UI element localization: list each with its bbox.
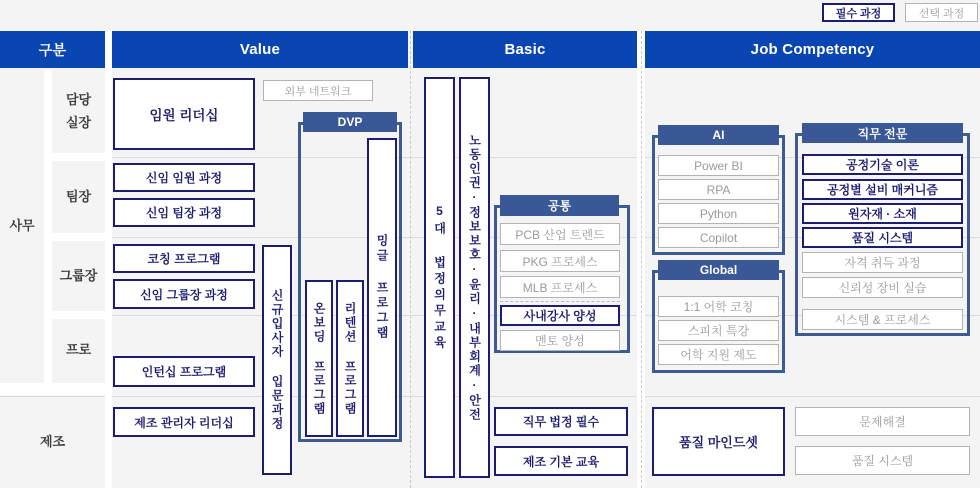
course-reliability-equipment: 신뢰성 장비 실습: [802, 277, 963, 298]
row-group-office: 사무: [9, 218, 35, 234]
course-mentor-training: 멘토 양성: [500, 330, 620, 351]
level-group-leader: 그룹장: [59, 267, 98, 283]
course-manufacturing-basic: 제조 기본 교육: [494, 446, 628, 476]
course-python: Python: [658, 203, 779, 224]
course-process-tech-theory: 공정기술 이론: [802, 154, 963, 175]
course-raw-materials: 원자재 · 소재: [802, 203, 963, 224]
course-problem-solving: 문제해결: [795, 407, 970, 436]
header-value: Value: [112, 31, 408, 68]
course-certification: 자격 취득 과정: [802, 252, 963, 273]
level-damdang-siljang: 담당 실장: [65, 92, 92, 130]
course-language-coaching: 1:1 어학 코칭: [658, 296, 779, 317]
course-new-executive: 신임 임원 과정: [113, 163, 255, 192]
common-group-header: 공통: [500, 195, 619, 216]
common-group-divider: [500, 301, 620, 302]
course-quality-mindset: 품질 마인드셋: [652, 407, 785, 476]
level-team-leader: 팀장: [65, 188, 92, 204]
course-new-group-leader: 신임 그룹장 과정: [113, 279, 255, 309]
course-speech-lecture: 스피치 특강: [658, 320, 779, 341]
header-job-competency: Job Competency: [645, 31, 980, 68]
dvp-group-header: DVP: [303, 112, 397, 132]
course-system-and-process: 시스템 & 프로세스: [802, 309, 963, 330]
header-basic: Basic: [413, 31, 637, 68]
legend-optional-label: 선택 과정: [918, 7, 965, 20]
course-equipment-mechanism: 공정별 설비 매커니즘: [802, 179, 963, 200]
course-onboarding-program: 온보딩 프로그램: [305, 280, 333, 437]
course-manufacturing-manager-leadership: 제조 관리자 리더십: [113, 407, 255, 437]
left-row-gap: [0, 383, 105, 395]
course-five-mandatory-education: 5대 법정의무교육: [424, 77, 455, 478]
course-quality-system-optional: 품질 시스템: [795, 446, 970, 475]
left-row-gap: [52, 153, 105, 161]
course-pcb-industry-trend: PCB 산업 트렌드: [500, 223, 620, 245]
course-mingle-program: 밍글 프로그램: [367, 138, 397, 437]
row-divider: [0, 396, 980, 397]
course-pkg-process: PKG 프로세스: [500, 250, 620, 272]
course-retention-program: 리텐션 프로그램: [336, 280, 364, 437]
left-row-gap: [52, 311, 105, 319]
column-gap: [105, 31, 112, 488]
course-copilot: Copilot: [658, 227, 779, 248]
course-mandatory-topics: 노동인권·정보보호·윤리·내부회계·안전: [459, 77, 490, 478]
course-new-team-leader: 신임 팀장 과정: [113, 198, 255, 227]
level-pro: 프로: [65, 341, 92, 357]
course-quality-system-required: 품질 시스템: [802, 227, 963, 248]
row-group-manufacturing: 제조: [39, 433, 66, 449]
course-job-legal-required: 직무 법정 필수: [494, 407, 628, 436]
legend-required: [822, 3, 895, 22]
global-group-header: Global: [658, 260, 779, 280]
course-power-bi: Power BI: [658, 155, 779, 176]
column-separator: [410, 31, 411, 488]
job-expert-group-header: 직무 전문: [802, 123, 963, 143]
legend-optional: [905, 3, 978, 22]
course-newcomer-intro: 신규입사자 입문과정: [262, 245, 292, 475]
course-mlb-process: MLB 프로세스: [500, 276, 620, 298]
ai-group-header: AI: [658, 125, 779, 145]
course-coaching-program: 코칭 프로그램: [113, 244, 255, 273]
left-column-gap: [44, 70, 52, 385]
course-internal-instructor: 사내강사 양성: [500, 305, 620, 326]
column-separator: [641, 31, 642, 488]
left-row-gap: [52, 233, 105, 241]
course-executive-leadership: 임원 리더십: [113, 78, 255, 150]
legend-required-label: 필수 과정: [835, 7, 882, 20]
course-internship-program: 인턴십 프로그램: [113, 356, 255, 387]
course-external-network: 외부 네트워크: [263, 80, 373, 101]
header-category: 구분: [0, 31, 105, 68]
course-language-support: 어학 지원 제도: [658, 344, 779, 365]
course-rpa: RPA: [658, 179, 779, 200]
